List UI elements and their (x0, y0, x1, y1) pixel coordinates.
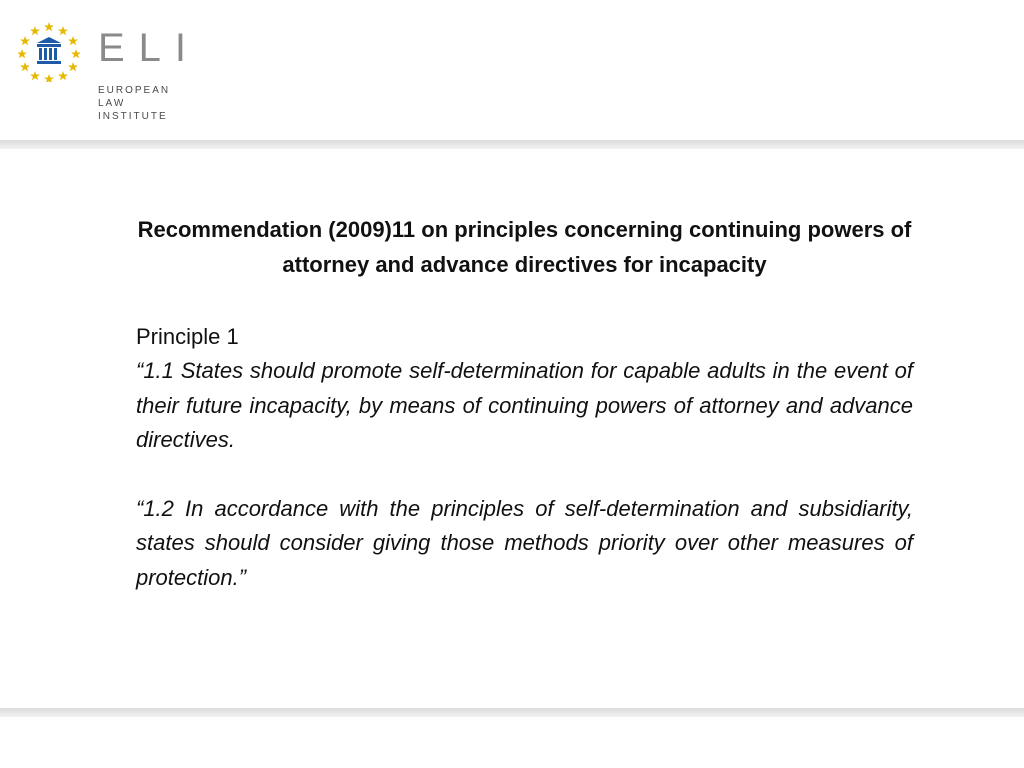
header-divider (0, 140, 1024, 149)
paragraph-1-2: “1.2 In accordance with the principles of self-determination and subsidiarity, states should consider giving those methods priority over other measures of protection.” (136, 495, 913, 590)
logo-subtitle (98, 84, 170, 123)
logo-subtitle-line: INSTITUTE (98, 111, 168, 122)
logo-subtitle-line: LAW (98, 98, 126, 109)
eli-emblem-icon (18, 20, 80, 82)
eli-logo (18, 20, 218, 130)
principle-heading: Principle 1 (136, 324, 239, 349)
document-body (136, 212, 913, 595)
paragraph-spacer (136, 458, 913, 492)
logo-subtitle-line: EUROPEAN (98, 85, 171, 96)
paragraph-1-1: “1.1 States should promote self-determination for capable adults in the event of their future incapacity, by means of continuing powers of attorney and advance directives. (136, 358, 913, 452)
footer-divider (0, 708, 1024, 717)
document-title: Recommendation (2009)11 on principles concerning continuing powers of attorney and advance directives for incapacity (137, 217, 912, 277)
logo-wordmark: ELI (98, 26, 201, 70)
